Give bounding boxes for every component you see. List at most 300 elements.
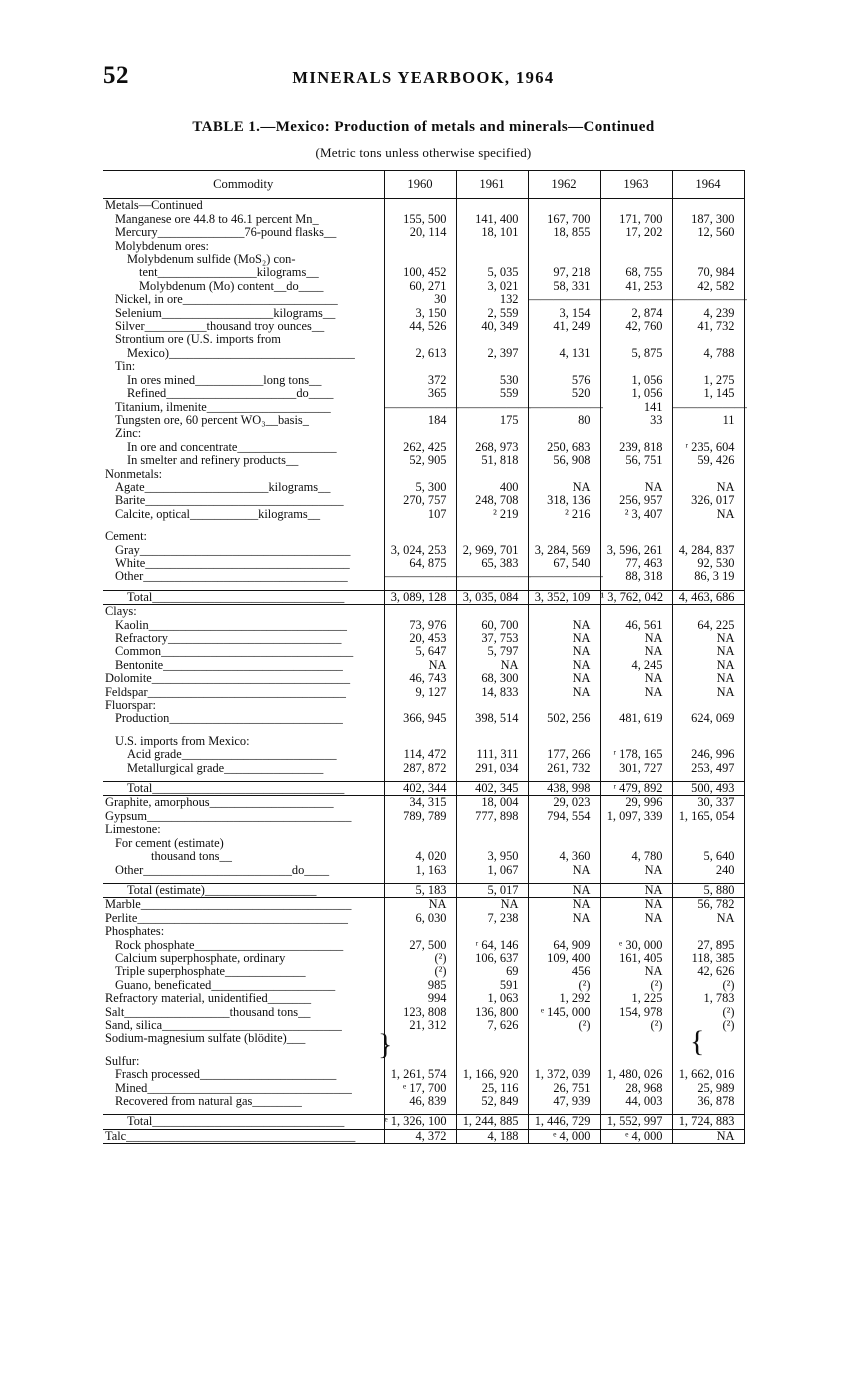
value-cell-1962 bbox=[528, 360, 600, 373]
value-cell-1961: 2, 969, 701 bbox=[456, 544, 528, 557]
value-dash-cell: —————— bbox=[672, 292, 747, 307]
value-cell-1964: 4, 239 bbox=[672, 307, 744, 320]
table-row bbox=[103, 748, 744, 761]
spacer-cell bbox=[384, 1046, 456, 1055]
column-header-1961: 1961 bbox=[456, 171, 528, 199]
value-cell-1964: NA bbox=[672, 508, 744, 521]
table-row bbox=[103, 1019, 744, 1032]
table-row bbox=[103, 699, 744, 712]
commodity-label: White_________________________________ bbox=[115, 556, 350, 570]
value-cell-1964 bbox=[672, 1055, 744, 1068]
value-cell-1960: 5, 183 bbox=[384, 883, 456, 897]
commodity-label: Other________________________do____ bbox=[115, 863, 330, 877]
table-row bbox=[103, 810, 744, 823]
table-row bbox=[103, 762, 744, 775]
value-cell-1964: 1, 145 bbox=[672, 387, 744, 400]
production-table-wrap bbox=[103, 170, 747, 1144]
value-cell-1962: NA bbox=[528, 645, 600, 658]
value-cell-1960: 46, 839 bbox=[384, 1095, 456, 1108]
value-cell-1964 bbox=[672, 925, 744, 938]
value-cell-1960 bbox=[384, 837, 456, 850]
value-cell-1963: 68, 755 bbox=[600, 266, 672, 279]
value-cell-1960: NA bbox=[384, 659, 456, 672]
table-row bbox=[103, 1115, 744, 1129]
value-cell-1963: 161, 405 bbox=[600, 952, 672, 965]
value-cell-1963: NA bbox=[600, 672, 672, 685]
value-cell-1963: ¹ 3, 762, 042 bbox=[600, 590, 672, 604]
value-cell-1963: 1, 225 bbox=[600, 992, 672, 1005]
value-cell-1961: 591 bbox=[456, 979, 528, 992]
value-cell-1964 bbox=[672, 605, 744, 619]
value-cell-1962 bbox=[528, 468, 600, 481]
value-cell-1962 bbox=[528, 605, 600, 619]
value-cell-1963: 171, 700 bbox=[600, 213, 672, 226]
commodity-label: Marble__________________________________ bbox=[105, 897, 352, 912]
value-cell-1961 bbox=[456, 199, 528, 213]
commodity-label: U.S. imports from Mexico: bbox=[115, 734, 250, 748]
commodity-label: Other_________________________________ bbox=[115, 570, 348, 584]
value-cell-1964: NA bbox=[672, 672, 744, 685]
table-row bbox=[103, 992, 744, 1005]
commodity-label: Rock phosphate________________________ bbox=[115, 938, 344, 952]
commodity-label: Phosphates: bbox=[105, 925, 165, 939]
value-cell-1963: 88, 318 bbox=[600, 570, 672, 583]
value-cell-1961 bbox=[456, 735, 528, 748]
value-cell-1960: 184 bbox=[384, 414, 456, 427]
value-cell-1963: ʳ 479, 892 bbox=[600, 782, 672, 796]
value-cell-1961: 60, 700 bbox=[456, 619, 528, 632]
spacer-cell bbox=[672, 1046, 744, 1055]
commodity-label: Nonmetals: bbox=[105, 467, 163, 481]
commodity-label: Perlite__________________________________ bbox=[105, 911, 348, 925]
value-cell-1961: 4, 188 bbox=[456, 1129, 528, 1143]
value-cell-1964: NA bbox=[672, 1129, 744, 1143]
value-cell-1961: 1, 244, 885 bbox=[456, 1115, 528, 1129]
table-row bbox=[103, 645, 744, 658]
value-cell-1962: (²) bbox=[528, 979, 600, 992]
value-cell-1962: ᵉ 145, 000 bbox=[528, 1006, 600, 1019]
commodity-label: For cement (estimate) bbox=[115, 836, 224, 850]
commodity-label: Molybdenum sulfide (MoS₂) con- bbox=[127, 253, 296, 267]
table-row bbox=[103, 213, 744, 226]
value-cell-1962 bbox=[528, 699, 600, 712]
value-cell-1964 bbox=[672, 699, 744, 712]
table-head bbox=[103, 171, 744, 199]
value-cell-1962: 64, 909 bbox=[528, 939, 600, 952]
value-cell-1961 bbox=[456, 240, 528, 253]
value-cell-1961: 51, 818 bbox=[456, 454, 528, 467]
value-cell-1963: 256, 957 bbox=[600, 494, 672, 507]
value-cell-1961: 175 bbox=[456, 414, 528, 427]
value-cell-1961: 1, 166, 920 bbox=[456, 1068, 528, 1081]
value-cell-1964: 27, 895 bbox=[672, 939, 744, 952]
table-row bbox=[103, 590, 744, 604]
value-cell-1963 bbox=[600, 530, 672, 543]
value-cell-1962: (²) bbox=[528, 1019, 600, 1032]
value-cell-1960: 46, 743 bbox=[384, 672, 456, 685]
table-row bbox=[103, 401, 744, 414]
value-cell-1961: NA bbox=[456, 659, 528, 672]
value-cell-1964 bbox=[672, 1032, 744, 1045]
table-row bbox=[103, 441, 744, 454]
value-cell-1960: 262, 425 bbox=[384, 441, 456, 454]
value-cell-1961 bbox=[456, 360, 528, 373]
value-cell-1962 bbox=[528, 199, 600, 213]
value-cell-1961 bbox=[456, 605, 528, 619]
value-cell-1962: NA bbox=[528, 686, 600, 699]
value-cell-1964: 92, 530 bbox=[672, 557, 744, 570]
value-cell-1960: 123, 808 bbox=[384, 1006, 456, 1019]
value-cell-1963: 33 bbox=[600, 414, 672, 427]
value-cell-1964 bbox=[672, 823, 744, 836]
value-cell-1962: 261, 732 bbox=[528, 762, 600, 775]
table-row bbox=[103, 307, 744, 320]
table-row bbox=[103, 1055, 744, 1068]
table-row bbox=[103, 1006, 744, 1019]
value-cell-1960: 3, 024, 253 bbox=[384, 544, 456, 557]
commodity-label: Calcium superphosphate, ordinary bbox=[115, 951, 286, 965]
value-cell-1963: 42, 760 bbox=[600, 320, 672, 333]
value-cell-1962: 58, 331 bbox=[528, 280, 600, 293]
value-cell-1960: 5, 300 bbox=[384, 481, 456, 494]
value-dash-cell: —————— bbox=[384, 399, 459, 414]
table-row bbox=[103, 837, 744, 850]
value-cell-1961 bbox=[456, 925, 528, 938]
value-cell-1960: 20, 453 bbox=[384, 632, 456, 645]
value-cell-1963: 4, 780 bbox=[600, 850, 672, 863]
value-cell-1962: 47, 939 bbox=[528, 1095, 600, 1108]
value-cell-1963: 28, 968 bbox=[600, 1082, 672, 1095]
spacer-cell bbox=[456, 726, 528, 735]
value-cell-1963 bbox=[600, 823, 672, 836]
value-cell-1960: 20, 114 bbox=[384, 226, 456, 239]
commodity-label: Refractory____________________________ bbox=[115, 632, 342, 645]
commodity-label: Mined_________________________________ bbox=[115, 1081, 352, 1095]
value-cell-1962: 250, 683 bbox=[528, 441, 600, 454]
value-cell-1964: 5, 640 bbox=[672, 850, 744, 863]
value-cell-1960 bbox=[384, 333, 456, 346]
value-cell-1964: 4, 788 bbox=[672, 347, 744, 360]
value-cell-1964 bbox=[672, 240, 744, 253]
value-cell-1962: 109, 400 bbox=[528, 952, 600, 965]
value-cell-1962: 576 bbox=[528, 374, 600, 387]
value-cell-1964: NA bbox=[672, 686, 744, 699]
value-cell-1960: 6, 030 bbox=[384, 912, 456, 925]
value-cell-1964: 36, 878 bbox=[672, 1095, 744, 1108]
column-header-1964: 1964 bbox=[672, 171, 744, 199]
value-cell-1962: NA bbox=[528, 912, 600, 925]
value-cell-1963: ʳ 178, 165 bbox=[600, 748, 672, 761]
value-cell-1960 bbox=[384, 468, 456, 481]
value-cell-1960: 1, 261, 574 bbox=[384, 1068, 456, 1081]
value-cell-1960: 365 bbox=[384, 387, 456, 400]
commodity-label: Limestone: bbox=[105, 823, 161, 837]
value-cell-1963: ᵉ 30, 000 bbox=[600, 939, 672, 952]
commodity-label: Gray__________________________________ bbox=[115, 543, 351, 557]
value-cell-1962: 3, 352, 109 bbox=[528, 590, 600, 604]
value-cell-1962 bbox=[528, 823, 600, 836]
value-cell-1964: 12, 560 bbox=[672, 226, 744, 239]
value-cell-1964 bbox=[672, 735, 744, 748]
value-cell-1960: 1, 163 bbox=[384, 864, 456, 877]
table-row bbox=[103, 347, 744, 360]
value-cell-1963: NA bbox=[600, 898, 672, 912]
value-cell-1961 bbox=[456, 823, 528, 836]
commodity-label: Recovered from natural gas________ bbox=[115, 1095, 302, 1108]
table-row bbox=[103, 925, 744, 938]
value-cell-1963: 4, 245 bbox=[600, 659, 672, 672]
table-row bbox=[103, 1095, 744, 1108]
value-cell-1963 bbox=[600, 199, 672, 213]
commodity-label: Guano, beneficated____________________ bbox=[115, 978, 336, 992]
value-cell-1960: 985 bbox=[384, 979, 456, 992]
value-cell-1962: 26, 751 bbox=[528, 1082, 600, 1095]
table-row bbox=[103, 320, 744, 333]
value-cell-1961: 402, 345 bbox=[456, 782, 528, 796]
table-row bbox=[103, 360, 744, 373]
value-cell-1962 bbox=[528, 333, 600, 346]
table-body bbox=[103, 198, 747, 1144]
value-cell-1962: NA bbox=[528, 883, 600, 897]
value-cell-1961 bbox=[456, 468, 528, 481]
value-cell-1961: 777, 898 bbox=[456, 810, 528, 823]
spacer-cell bbox=[456, 1046, 528, 1055]
value-cell-1963 bbox=[600, 605, 672, 619]
value-cell-1961: 141, 400 bbox=[456, 213, 528, 226]
value-cell-1964 bbox=[672, 360, 744, 373]
value-cell-1961 bbox=[456, 1055, 528, 1068]
table-row bbox=[103, 1082, 744, 1095]
value-dash-cell: —————— bbox=[456, 399, 531, 414]
value-cell-1961: 25, 116 bbox=[456, 1082, 528, 1095]
value-cell-1960: 100, 452 bbox=[384, 266, 456, 279]
value-cell-1964: NA bbox=[672, 645, 744, 658]
value-cell-1961: 40, 349 bbox=[456, 320, 528, 333]
commodity-label: Refined_____________________do____ bbox=[127, 387, 334, 401]
value-cell-1964 bbox=[672, 333, 744, 346]
value-cell-1963: 1, 480, 026 bbox=[600, 1068, 672, 1081]
table-row bbox=[103, 454, 744, 467]
commodity-label: Calcite, optical___________kilograms__ bbox=[115, 507, 321, 521]
value-cell-1962: 794, 554 bbox=[528, 810, 600, 823]
value-dash-cell: —————— bbox=[528, 399, 603, 414]
commodity-label: Feldspar________________________________ bbox=[105, 685, 346, 699]
value-cell-1960: 52, 905 bbox=[384, 454, 456, 467]
spacer-cell bbox=[103, 521, 384, 530]
value-cell-1961: 65, 383 bbox=[456, 557, 528, 570]
commodity-label: Total_______________________________ bbox=[103, 590, 384, 604]
value-cell-1964: 4, 463, 686 bbox=[672, 590, 744, 604]
table-row bbox=[103, 530, 744, 543]
value-cell-1964: 246, 996 bbox=[672, 748, 744, 761]
value-cell-1961: 7, 238 bbox=[456, 912, 528, 925]
value-cell-1960: 4, 372 bbox=[384, 1129, 456, 1143]
value-cell-1960: (²) bbox=[384, 965, 456, 978]
value-cell-1963: 17, 202 bbox=[600, 226, 672, 239]
value-cell-1960: 155, 500 bbox=[384, 213, 456, 226]
commodity-label: Mercury______________76-pound flasks__ bbox=[115, 226, 337, 240]
commodity-label: Gypsum_________________________________ bbox=[105, 809, 352, 823]
spacer-cell bbox=[672, 521, 744, 530]
commodity-label: Barite________________________________ bbox=[115, 494, 344, 508]
commodity-label: Tungsten ore, 60 percent WO₃__basis_ bbox=[115, 413, 309, 427]
value-cell-1962: 29, 023 bbox=[528, 796, 600, 810]
value-cell-1964: 1, 662, 016 bbox=[672, 1068, 744, 1081]
spacer-cell bbox=[600, 726, 672, 735]
value-cell-1963 bbox=[600, 925, 672, 938]
value-cell-1961: 37, 753 bbox=[456, 632, 528, 645]
value-cell-1962: 4, 131 bbox=[528, 347, 600, 360]
value-cell-1960: 114, 472 bbox=[384, 748, 456, 761]
table-spacer-row bbox=[103, 521, 744, 530]
table-row bbox=[103, 952, 744, 965]
value-cell-1963 bbox=[600, 468, 672, 481]
value-cell-1961: NA bbox=[456, 898, 528, 912]
value-cell-1961: 18, 004 bbox=[456, 796, 528, 810]
value-cell-1964: NA bbox=[672, 659, 744, 672]
value-dash-cell: —————— bbox=[528, 569, 603, 584]
value-cell-1961 bbox=[456, 837, 528, 850]
value-cell-1961: 400 bbox=[456, 481, 528, 494]
commodity-label: Production____________________________ bbox=[115, 712, 343, 726]
commodity-label: Manganese ore 44.8 to 46.1 percent Mn_ bbox=[115, 212, 319, 226]
commodity-label: Sand, silica_____________________________ bbox=[105, 1018, 342, 1032]
commodity-label: Kaolin________________________________ bbox=[115, 618, 347, 632]
value-cell-1963 bbox=[600, 253, 672, 266]
value-cell-1962: NA bbox=[528, 632, 600, 645]
value-cell-1962: 1, 292 bbox=[528, 992, 600, 1005]
value-cell-1962 bbox=[528, 240, 600, 253]
value-cell-1963: NA bbox=[600, 686, 672, 699]
spacer-cell bbox=[600, 1046, 672, 1055]
value-cell-1960: 3, 089, 128 bbox=[384, 590, 456, 604]
value-cell-1964: 1, 165, 054 bbox=[672, 810, 744, 823]
value-cell-1960: 27, 500 bbox=[384, 939, 456, 952]
table-row bbox=[103, 619, 744, 632]
value-cell-1962: 67, 540 bbox=[528, 557, 600, 570]
value-cell-1960 bbox=[384, 823, 456, 836]
value-cell-1963 bbox=[600, 427, 672, 440]
spacer-cell bbox=[600, 521, 672, 530]
table-spacer-row bbox=[103, 726, 744, 735]
value-cell-1962 bbox=[528, 530, 600, 543]
value-cell-1960 bbox=[384, 1055, 456, 1068]
table-row bbox=[103, 240, 744, 253]
value-cell-1961: 2, 397 bbox=[456, 347, 528, 360]
value-dash-cell: —————— bbox=[456, 569, 531, 584]
value-cell-1963: 44, 003 bbox=[600, 1095, 672, 1108]
value-cell-1961: 1, 067 bbox=[456, 864, 528, 877]
commodity-label: Nickel, in ore_________________________ bbox=[115, 293, 338, 307]
commodity-label: In smelter and refinery products__ bbox=[127, 454, 299, 468]
value-cell-1961: 7, 626 bbox=[456, 1019, 528, 1032]
value-cell-1964: 11 bbox=[672, 414, 744, 427]
value-cell-1964: 30, 337 bbox=[672, 796, 744, 810]
value-cell-1960: (²) bbox=[384, 952, 456, 965]
table-spacer-row bbox=[103, 1046, 744, 1055]
value-cell-1962: 1, 446, 729 bbox=[528, 1115, 600, 1129]
value-cell-1964: 187, 300 bbox=[672, 213, 744, 226]
commodity-label: thousand tons__ bbox=[151, 850, 232, 864]
value-cell-1961: 268, 973 bbox=[456, 441, 528, 454]
value-cell-1964: 42, 582 bbox=[672, 280, 744, 293]
value-cell-1963 bbox=[600, 333, 672, 346]
value-cell-1964: (²) bbox=[672, 1019, 744, 1032]
value-cell-1963: 481, 619 bbox=[600, 712, 672, 725]
table-row bbox=[103, 1068, 744, 1081]
value-cell-1964: 118, 385 bbox=[672, 952, 744, 965]
value-cell-1963: 77, 463 bbox=[600, 557, 672, 570]
commodity-label: Metals—Continued bbox=[105, 198, 203, 213]
value-cell-1960: ᵉ 17, 700 bbox=[384, 1082, 456, 1095]
value-cell-1961 bbox=[456, 253, 528, 266]
value-cell-1960: 994 bbox=[384, 992, 456, 1005]
value-cell-1960: 107 bbox=[384, 508, 456, 521]
value-cell-1961: 530 bbox=[456, 374, 528, 387]
value-cell-1962: 318, 136 bbox=[528, 494, 600, 507]
table-row bbox=[103, 266, 744, 279]
value-cell-1964: 56, 782 bbox=[672, 898, 744, 912]
table-row bbox=[103, 557, 744, 570]
value-cell-1961: ² 219 bbox=[456, 508, 528, 521]
table-row bbox=[103, 823, 744, 836]
table-row bbox=[103, 965, 744, 978]
value-cell-1963: 1, 097, 339 bbox=[600, 810, 672, 823]
value-cell-1964 bbox=[672, 427, 744, 440]
value-cell-1962: 438, 998 bbox=[528, 782, 600, 796]
commodity-label: Frasch processed______________________ bbox=[115, 1068, 337, 1082]
table-row bbox=[103, 883, 744, 897]
value-cell-1964: 326, 017 bbox=[672, 494, 744, 507]
commodity-label: Talc_____________________________________ bbox=[103, 1129, 384, 1143]
table-row bbox=[103, 494, 744, 507]
value-cell-1961: 69 bbox=[456, 965, 528, 978]
value-cell-1964: (²) bbox=[672, 979, 744, 992]
value-cell-1960: 21, 312 bbox=[384, 1019, 456, 1032]
table-row bbox=[103, 293, 744, 306]
value-cell-1964 bbox=[672, 530, 744, 543]
value-cell-1961 bbox=[456, 333, 528, 346]
value-cell-1961: 398, 514 bbox=[456, 712, 528, 725]
value-cell-1963: NA bbox=[600, 864, 672, 877]
commodity-label: Cement: bbox=[105, 530, 147, 544]
value-cell-1963 bbox=[600, 837, 672, 850]
value-cell-1962: 456 bbox=[528, 965, 600, 978]
value-cell-1960: 366, 945 bbox=[384, 712, 456, 725]
commodity-label: Graphite, amorphous____________________ bbox=[105, 795, 334, 810]
phosphate-right-brace: { bbox=[690, 1025, 705, 1058]
value-cell-1960: NA bbox=[384, 898, 456, 912]
table-row bbox=[103, 939, 744, 952]
spacer-cell bbox=[103, 726, 384, 735]
value-cell-1961: 5, 017 bbox=[456, 883, 528, 897]
table-title: TABLE 1.—Mexico: Production of metals and minerals—Continued bbox=[192, 119, 655, 135]
value-cell-1962 bbox=[528, 735, 600, 748]
value-cell-1960: 270, 757 bbox=[384, 494, 456, 507]
value-cell-1960: 789, 789 bbox=[384, 810, 456, 823]
value-cell-1963: 41, 253 bbox=[600, 280, 672, 293]
commodity-label: tent________________kilograms__ bbox=[139, 266, 319, 280]
table-row bbox=[103, 898, 744, 912]
commodity-label: Total_______________________________ bbox=[103, 782, 384, 796]
value-cell-1960 bbox=[384, 530, 456, 543]
commodity-label: In ore and concentrate________________ bbox=[127, 440, 337, 454]
value-cell-1960 bbox=[384, 1032, 456, 1045]
value-cell-1960: 30 bbox=[384, 293, 456, 306]
value-cell-1962: 4, 360 bbox=[528, 850, 600, 863]
value-cell-1964: 253, 497 bbox=[672, 762, 744, 775]
value-cell-1964: ʳ 235, 604 bbox=[672, 441, 744, 454]
